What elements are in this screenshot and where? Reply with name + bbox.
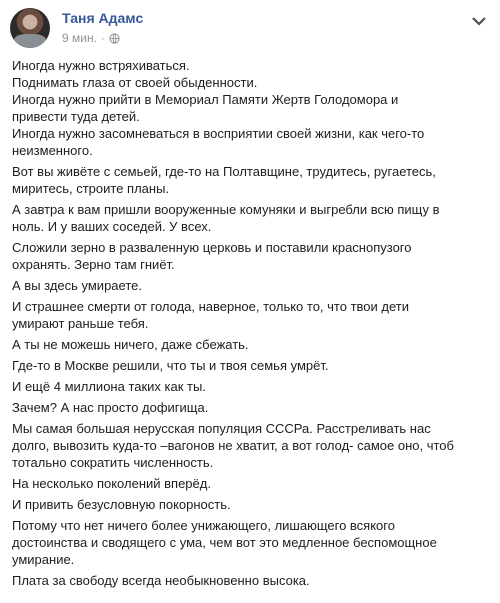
- post-paragraph: [12, 357, 498, 374]
- post-line: Поднимать глаза от своей обыденности.: [12, 75, 258, 90]
- post-body: [12, 57, 498, 593]
- post-line: Потому что нет ничего более унижающего, лишающего всякого: [12, 518, 395, 533]
- post-line: А вы здесь умираете.: [12, 278, 142, 293]
- post-line: И привить безусловную покорность.: [12, 497, 231, 512]
- post-paragraph: [12, 496, 498, 513]
- post-paragraph: [12, 57, 498, 159]
- post-line: Мы самая большая нерусская популяция СССРа. Расстреливать нас: [12, 421, 431, 436]
- chevron-down-icon[interactable]: [470, 14, 488, 28]
- post-line: привести туда детей.: [12, 109, 140, 124]
- post-paragraph: [12, 201, 498, 235]
- post-paragraph: [12, 420, 498, 471]
- avatar[interactable]: [10, 8, 50, 48]
- post-paragraph: [12, 163, 498, 197]
- post-line: Плата за свободу всегда необыкновенно высока.: [12, 573, 310, 588]
- post-line: Иногда нужно засомневаться в восприятии своей жизни, как чего-то: [12, 126, 425, 141]
- post-paragraph: [12, 517, 498, 568]
- post-paragraph: [12, 572, 498, 589]
- post-line: На несколько поколений вперёд.: [12, 476, 211, 491]
- post-paragraph: [12, 475, 498, 492]
- globe-icon[interactable]: [109, 33, 120, 44]
- post-line: И страшнее смерти от голода, наверное, только то, что твои дети: [12, 299, 409, 314]
- post-line: И ещё 4 миллиона таких как ты.: [12, 379, 206, 394]
- post-line: А ты не можешь ничего, даже сбежать.: [12, 337, 249, 352]
- post-line: ноль. И у ваших соседей. У всех.: [12, 219, 212, 234]
- post-paragraph: [12, 277, 498, 294]
- post-line: умирают раньше тебя.: [12, 316, 149, 331]
- post-line: Иногда нужно встряхиваться.: [12, 58, 190, 73]
- post-line: Сложили зерно в разваленную церковь и поставили краснопузого: [12, 240, 412, 255]
- post-line: долго, вывозить куда-то –вагонов не хватит, а вот голод- самое оно, чтоб: [12, 438, 454, 453]
- post-timestamp[interactable]: 9 мин.: [62, 31, 97, 45]
- post-line: тотально сократить численность.: [12, 455, 214, 470]
- post-line: А завтра к вам пришли вооруженные комуняки и выгребли всю пищу в: [12, 202, 440, 217]
- post-paragraph: [12, 399, 498, 416]
- post-line: охранять. Зерно там гниёт.: [12, 257, 175, 272]
- post-line: миритесь, строите планы.: [12, 181, 170, 196]
- post-meta: [62, 31, 120, 45]
- post-line: Зачем? А нас просто дофигища.: [12, 400, 209, 415]
- post-line: Вот вы живёте с семьей, где-то на Полтавщине, трудитесь, ругаетесь,: [12, 164, 436, 179]
- post-paragraph: [12, 239, 498, 273]
- post-paragraph: [12, 378, 498, 395]
- meta-separator: ·: [100, 31, 105, 45]
- post-line: умирание.: [12, 552, 75, 567]
- post-header: [10, 8, 490, 48]
- post-line: Иногда нужно прийти в Мемориал Памяти Жертв Голодомора и: [12, 92, 399, 107]
- post-paragraph: [12, 336, 498, 353]
- post-paragraph: [12, 298, 498, 332]
- post-line: Где-то в Москве решили, что ты и твоя семья умрёт.: [12, 358, 329, 373]
- post-line: неизменного.: [12, 143, 93, 158]
- author-name[interactable]: Таня Адамс: [62, 10, 144, 26]
- post-line: достоинства и сводящего с ума, чем вот это медленное беспомощное: [12, 535, 437, 550]
